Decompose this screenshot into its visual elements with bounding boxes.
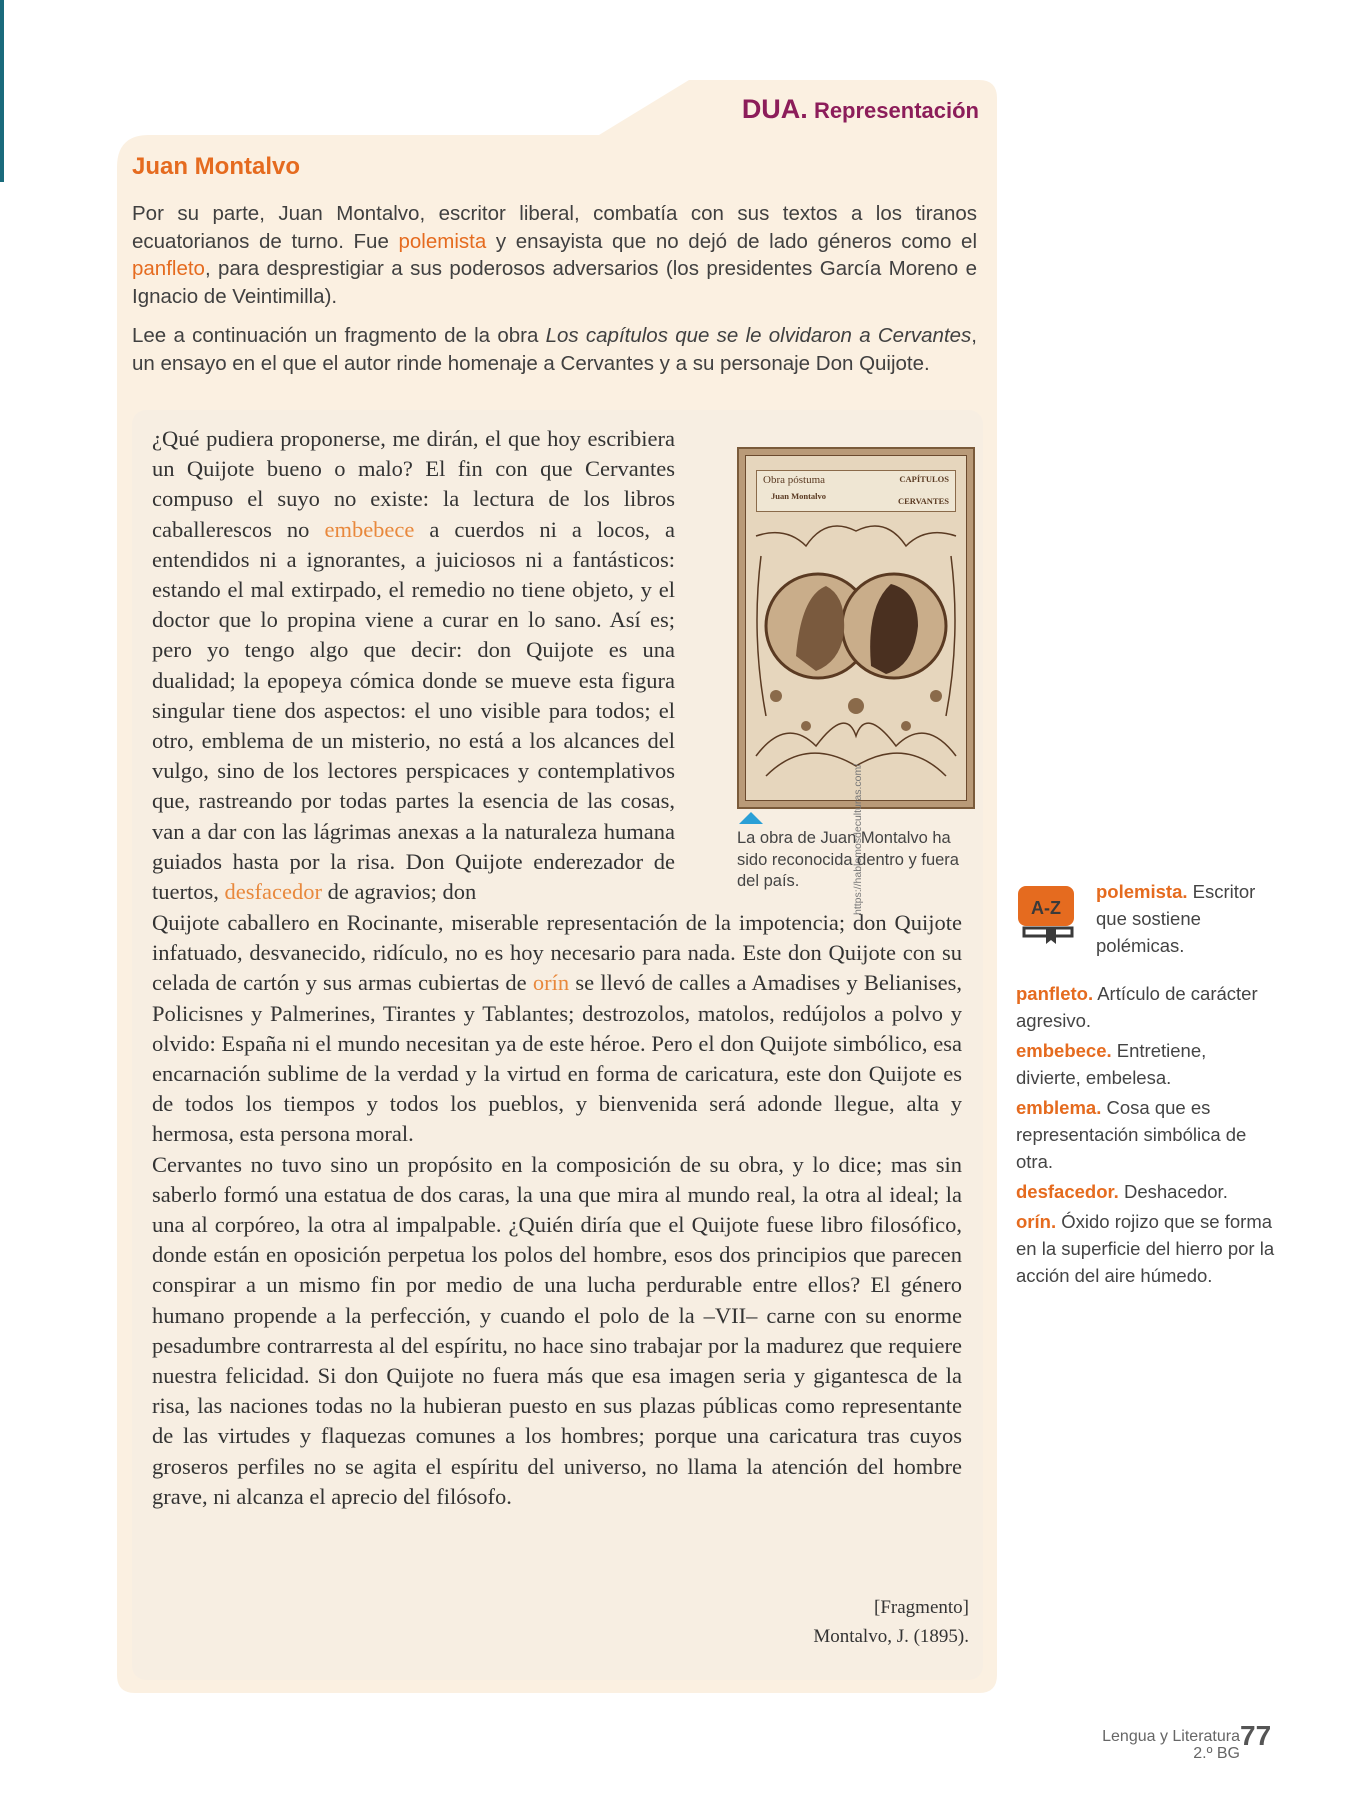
glossary-item: embebece. Entretiene, divierte, embelesa. xyxy=(1016,1040,1207,1088)
dua-card xyxy=(117,80,997,1693)
glossary-item: orín. Óxido rojizo que se forma en la superficie del hierro por la acción del aire húmedo. xyxy=(1016,1211,1275,1286)
glossary-item: panfleto. Artículo de carácter agresivo. xyxy=(1016,983,1258,1031)
intro-text xyxy=(132,200,977,389)
image-credit: https://hablemosdeculturas.com/ xyxy=(852,763,864,915)
glossary-item: desfacedor. Deshacedor. xyxy=(1016,1181,1228,1202)
glossary xyxy=(1016,878,1276,1292)
intro-paragraph-2: Lee a continuación un fragmento de la obra Los capítulos que se le olvidaron a Cervantes, un ensayo en el que el autor rinde homenaje a Cervantes y a su personaje Don Quijote. xyxy=(132,324,977,375)
image-caption: La obra de Juan Montalvo ha sido reconocida dentro y fuera del país. xyxy=(737,829,959,890)
left-edge-bar xyxy=(0,0,4,182)
dictionary-icon xyxy=(1016,882,1080,946)
term-polemista: polemista xyxy=(398,229,487,253)
footer xyxy=(1102,1728,1240,1762)
page-number: 77 xyxy=(1240,1720,1272,1751)
fragment-citation: [Fragmento] Montalvo, J. (1895). xyxy=(813,1597,969,1647)
glossary-item: A-Z polemista. Escritor que sostiene polémicas. xyxy=(1016,878,1276,974)
term-panfleto: panfleto xyxy=(132,257,205,280)
term-desfacedor: desfacedor xyxy=(224,879,322,905)
glossary-item: emblema. Cosa que es representación simbólica de otra. xyxy=(1016,1097,1247,1172)
book-cover-title: Obra póstuma Juan Montalvo CAPÍTULOS CERVANTES xyxy=(756,470,956,512)
excerpt-column: ¿Qué pudiera proponerse, me dirán, el que hoy escribiera un Quijote bueno o malo? El fin con que Cervantes compuso el suyo no existe: la lectura de los libros caballerescos no embebece a cuerdos ni a locos, a entendidos ni a ignorantes, a juiciosos ni a fantásticos: estando el mal extirpado, el remedio no tiene objeto, y el doctor que lo propina viene a curar en lo sano. Así es; pero yo tengo algo que decir: don Quijote es una dualidad; la epopeya cómica donde se mueve esta figura singular tiene dos aspectos: el uno visible para todos; el otro, emblema de un misterio, no está a los alcances del vulgo, sino de los lectores perspicaces y contemplativos que, rastreando por todas partes la esencia de las cosas, van a dar con las lágrimas anexas a la naturaleza humana guiados hasta por la risa. Don Quijote enderezador de tuertos, desfacedor de agravios; don xyxy=(152,426,675,905)
dua-label: DUA. Representación xyxy=(741,94,979,124)
excerpt-full-width: Quijote caballero en Rocinante, miserable representación de la impotencia; don Quijote infatuado, desvanecido, ridículo, no es hoy necesario para nada. Este don Quijote con su celada de cartón y sus armas cubiertas de orín se llevó de calles a Amadises y Belianises, Policisnes y Palmerines, Tirantes y Tablantes; destrozolos, matolos, redújolos a polvo y olvido: España ni el mundo necesitan ya de este héroe. Pero el don Quijote simbólico, esa encarnación sublime de la verdad y la virtud en forma de caricatura, este don Quijote es de todos los tiempos y todos los pueblos, y bienvenida será adonde llegue, alta y hermosa, esta persona moral. Cervantes no tuvo sino un propósito en la composición de su obra, y lo dice; mas sin saberlo formó una estatua de dos caras, la una que mira al mundo real, la otra al ideal; la una al corpóreo, la otra al impalpable. ¿Quién diría que el Quijote fuese libro filosófico, donde están en oposición perpetua los polos del hombre, esos dos principios que parecen conspirar a un mismo fin por medio de una lucha perdurable entre ellos? El género humano propende a la perfección, y cuando el polo de la –VII– carne con su enorme pesadumbre contrarresta al del espíritu, no hace sino trabajar por la madurez que requiere nuestra felicidad. Si don Quijote no fuera más que esa imagen seria y gigantesca de la risa, las naciones todas no la hubieran puesto en sus plazas públicas como representante de las virtudes y flaquezas comunes a los hombres; porque una caricatura tras cuyos groseros perfiles no se agita el espíritu del universo, no llama la atención del hombre grave, ni alcanza el aprecio del filósofo. xyxy=(152,910,962,1509)
term-orin: orín xyxy=(532,970,570,996)
footer-subject: Lengua y Literatura xyxy=(1102,1728,1240,1745)
caption-arrow-icon xyxy=(739,812,763,824)
term-embebece: embebece xyxy=(324,516,415,542)
excerpt-box xyxy=(132,410,983,1680)
footer-grade: 2.º BG xyxy=(1193,1745,1240,1762)
book-cover-image xyxy=(737,447,975,809)
svg-text:A-Z: A-Z xyxy=(1031,898,1061,918)
section-title: Juan Montalvo xyxy=(132,153,301,180)
intro-paragraph-1: Por su parte, Juan Montalvo, escritor liberal, combatía con sus textos a los tiranos ecuatorianos de turno. Fue polemista y ensayista que no dejó de lado géneros como el panfleto, para desprestigiar a sus poderosos adversarios (los presidentes García Moreno e Ignacio de Veintimilla). xyxy=(132,202,977,308)
